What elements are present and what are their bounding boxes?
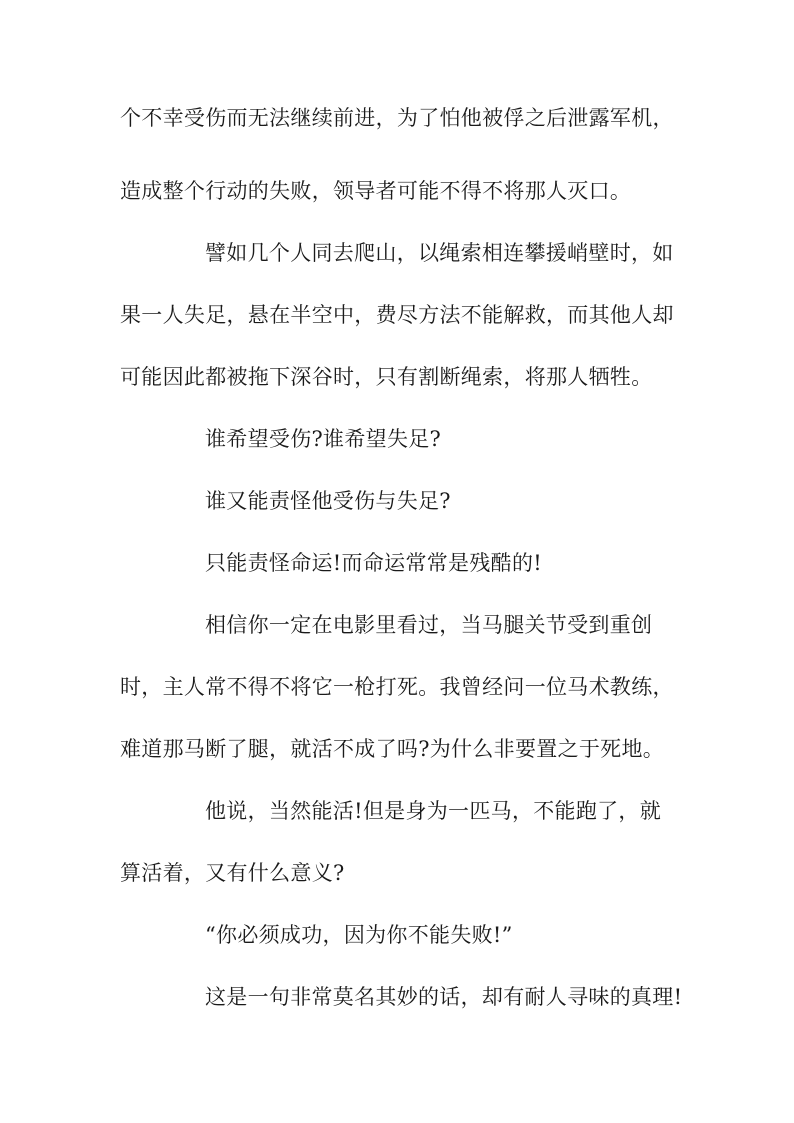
paragraph-first-line: 这是一句非常莫名其妙的话，却有耐人寻味的真理! [205,985,683,1009]
text-line: 可能因此都被拖下深谷时，只有割断绳索，将那人牺牲。 [120,365,653,389]
text-line: 造成整个行动的失败，领导者可能不得不将那人灭口。 [120,179,632,203]
text-line: 算活着，又有什么意义? [120,861,345,885]
paragraph-first-line: 他说，当然能活!但是身为一匹马，不能跑了，就 [205,799,662,823]
text-line: 果一人失足，悬在半空中，费尽方法不能解救，而其他人却 [120,303,674,327]
text-line: 时，主人常不得不将它一枪打死。我曾经问一位马术教练， [120,675,674,699]
text-line: 难道那马断了腿，就活不成了吗?为什么非要置之于死地。 [120,737,665,761]
paragraph-first-line: 谁希望受伤?谁希望失足? [205,427,442,451]
paragraph-first-line: 谁又能责怪他受伤与失足? [205,489,451,513]
paragraph-first-line: 相信你一定在电影里看过，当马腿关节受到重创 [205,613,653,637]
paragraph-first-line: 譬如几个人同去爬山，以绳索相连攀援峭壁时，如 [205,241,674,265]
paragraph-first-line: “你必须成功，因为你不能失败!” [205,923,513,947]
text-line: 个不幸受伤而无法继续前进，为了怕他被俘之后泄露军机， [120,106,674,130]
paragraph-first-line: 只能责怪命运!而命运常常是残酷的! [205,551,542,575]
